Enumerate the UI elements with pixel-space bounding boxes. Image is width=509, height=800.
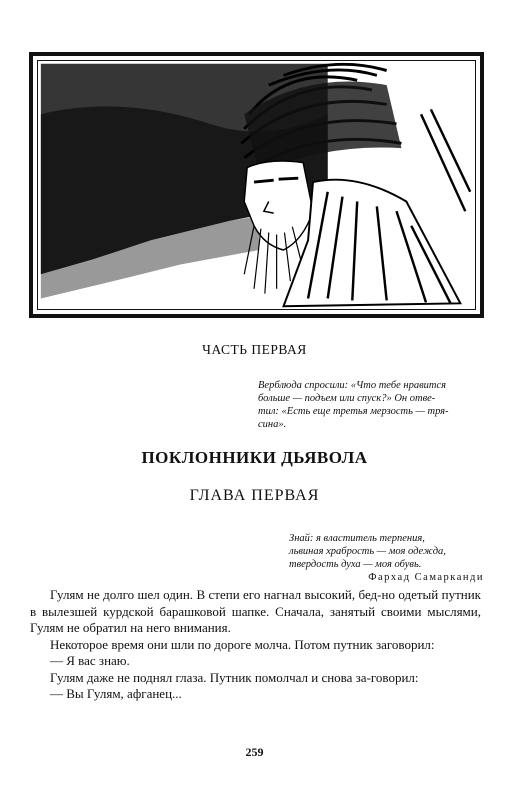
epigraph-line: твердость духа — моя обувь.	[289, 559, 422, 570]
epigraph-line: больше — подъем или спуск?» Он отве-	[258, 393, 436, 404]
epigraph-poem	[289, 532, 484, 584]
paragraph: — Вы Гулям, афганец...	[50, 686, 182, 701]
paragraph: — Я вас знаю.	[50, 653, 130, 668]
epigraph-line: Знай: я властитель терпения,	[289, 533, 425, 544]
page-number: 259	[245, 745, 264, 759]
epigraph-line: тил: «Есть еще третья мерзость — тря-	[258, 406, 449, 417]
epigraph-line: сина».	[258, 419, 287, 430]
paragraph: Гулям не долго шел один. В степи его нагнал высокий, бед-но одетый путник в вылезшей курдской барашковой шапке. Сначала, занятый своими мыслями, Гулям не обратил на него внимания.	[30, 587, 481, 635]
book-title: ПОКЛОННИКИ ДЬЯВОЛА	[141, 448, 368, 467]
chapter-illustration	[29, 52, 484, 318]
chapter-body	[30, 587, 481, 703]
epigraph-author: Фархад Самарканди	[368, 572, 484, 583]
paragraph: Некоторое время они шли по дороге молча. Потом путник заговорил:	[50, 636, 435, 652]
epigraph-line: львиная храбрость — моя одежда,	[289, 546, 446, 557]
epigraph-camel	[258, 379, 480, 431]
paragraph: Гулям даже не поднял глаза. Путник помолчал и снова за-говорил:	[50, 669, 419, 685]
epigraph-line: Верблюда спросили: «Что тебе нравится	[258, 380, 447, 391]
illustration-drawing	[33, 56, 480, 314]
chapter-title: ГЛАВА ПЕРВАЯ	[189, 487, 320, 504]
part-title: ЧАСТЬ ПЕРВАЯ	[202, 342, 307, 357]
